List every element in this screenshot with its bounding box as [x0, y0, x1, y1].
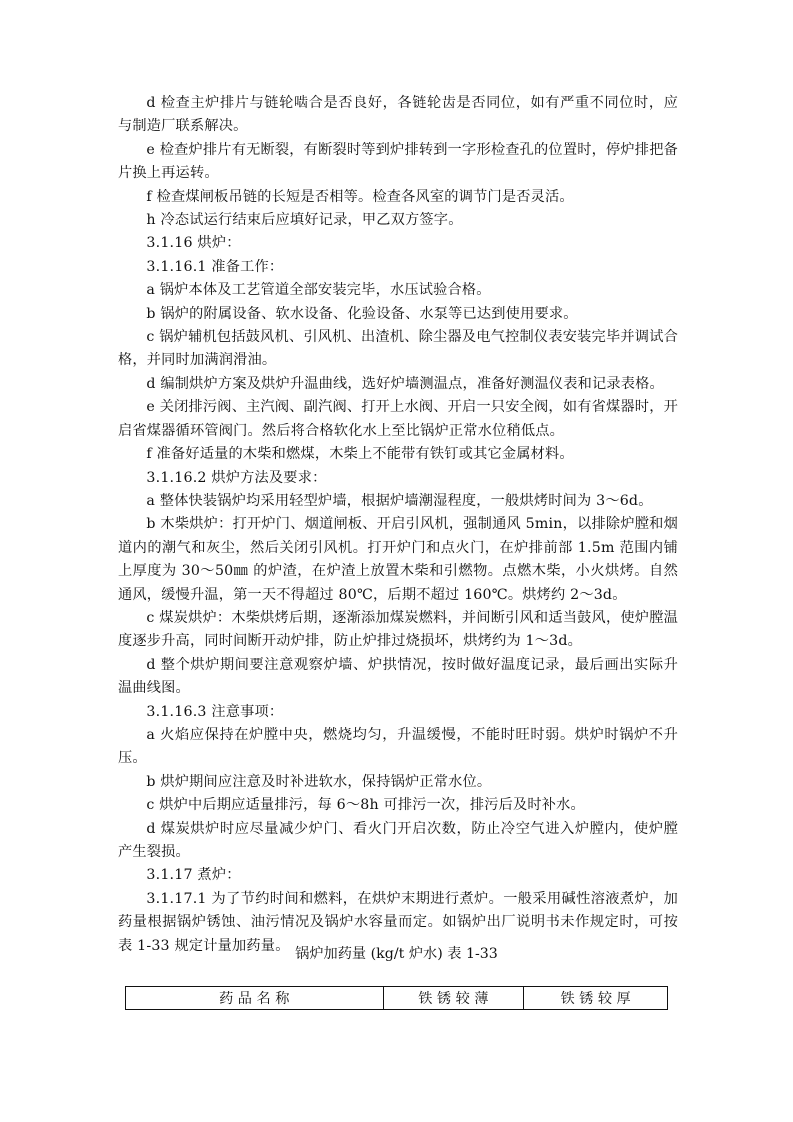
- paragraph: f 检查煤闸板吊链的长短是否相等。检查各风室的调节门是否灵活。: [146, 188, 574, 205]
- paragraph: b 锅炉的附属设备、软水设备、化验设备、水泵等已达到使用要求。: [146, 305, 578, 322]
- section-heading: 3.1.16 烘炉：: [146, 235, 241, 252]
- subsection-heading: 3.1.16.1 准备工作：: [146, 258, 284, 275]
- paragraph: c 煤炭烘炉：木柴烘烤后期，逐渐添加煤炭燃料，并间断引风和适当鼓风，使炉膛温度逐步升高，同时间断开动炉排，防止炉排过烧损坏，烘烤约为 1～3d。: [118, 609, 678, 650]
- paragraph: a 锅炉本体及工艺管道全部安装完毕，水压试验合格。: [146, 282, 491, 299]
- paragraph: h 冷态试运行结束后应填好记录，甲乙双方签字。: [146, 212, 463, 229]
- dosage-table: [125, 986, 668, 1010]
- paragraph: d 煤炭烘炉时应尽量减少炉门、看火门开启次数，防止冷空气进入炉膛内，使炉膛产生裂损。: [118, 820, 678, 860]
- paragraph: e 检查炉排片有无断裂，有断裂时等到炉排转到一字形检查孔的位置时，停炉排把备片换上再运转。: [118, 141, 678, 182]
- table-header-cell: 铁 锈 较 薄: [383, 987, 524, 1010]
- subsection-heading: 3.1.16.3 注意事项：: [146, 703, 284, 720]
- table-header-row: [126, 987, 668, 1010]
- table-caption: 锅炉加药量 (kg/t 炉水) 表 1-33: [295, 946, 498, 962]
- paragraph: d 整个烘炉期间要注意观察炉墙、炉拱情况，按时做好温度记录，最后画出实际升温曲线图。: [118, 656, 678, 697]
- document-body: [118, 92, 678, 958]
- subsection-heading: 3.1.16.2 烘炉方法及要求：: [146, 469, 327, 486]
- paragraph: d 编制烘炉方案及烘炉升温曲线，选好炉墙测温点，准备好测温仪表和记录表格。: [146, 375, 664, 392]
- table-header-cell: 铁 锈 较 厚: [524, 987, 668, 1010]
- paragraph: e 关闭排污阀、主汽阀、副汽阀、打开上水阀、开启一只安全阀，如有省煤器时，开启省煤器循环管阀门。然后将合格软化水上至比锅炉正常水位稍低点。: [118, 399, 678, 439]
- paragraph: a 整体快装锅炉均采用轻型炉墙，根据炉墙潮湿程度，一般烘烤时间为 3～6d。: [146, 492, 653, 509]
- table-header-cell: 药 品 名 称: [126, 987, 384, 1010]
- paragraph: c 烘炉中后期应适量排污，每 6～8h 可排污一次，排污后及时补水。: [146, 797, 585, 814]
- section-heading: 3.1.17 煮炉：: [146, 867, 241, 884]
- paragraph: d 检查主炉排片与链轮啮合是否良好，各链轮齿是否同位，如有严重不同位时，应与制造厂联系解决。: [118, 95, 678, 135]
- paragraph: b 烘炉期间应注意及时补进软水，保持锅炉正常水位。: [146, 773, 492, 790]
- paragraph: c 锅炉辅机包括鼓风机、引风机、出渣机、除尘器及电气控制仪表安装完毕并调试合格，并同时加满润滑油。: [118, 329, 678, 369]
- paragraph: 3.1.17.1 为了节约时间和燃料，在烘炉末期进行煮炉。一般采用碱性溶液煮炉，加药量根据锅炉锈蚀、油污情况及锅炉水容量而定。如锅炉出厂说明书未作规定时，可按表 1-33 规定计量加药量。: [118, 890, 678, 954]
- paragraph: b 木柴烘炉：打开炉门、烟道闸板、开启引风机，强制通风 5min，以排除炉膛和烟道内的潮气和灰尘，然后关闭引风机。打开炉门和点火门，在炉排前部 1.5m 范围内铺上厚度为 30～50㎜ 的炉渣，在炉渣上放置木柴和引燃物。点燃木柴，小火烘烤。自然通风，缓慢升温，第一天不得超过 80℃，后期不超过 160℃。烘烤约 2～3d。: [118, 516, 678, 603]
- paragraph: a 火焰应保持在炉膛中央，燃烧均匀，升温缓慢，不能时旺时弱。烘炉时锅炉不升压。: [118, 726, 678, 767]
- paragraph: f 准备好适量的木柴和燃煤，木柴上不能带有铁钉或其它金属材料。: [146, 446, 574, 463]
